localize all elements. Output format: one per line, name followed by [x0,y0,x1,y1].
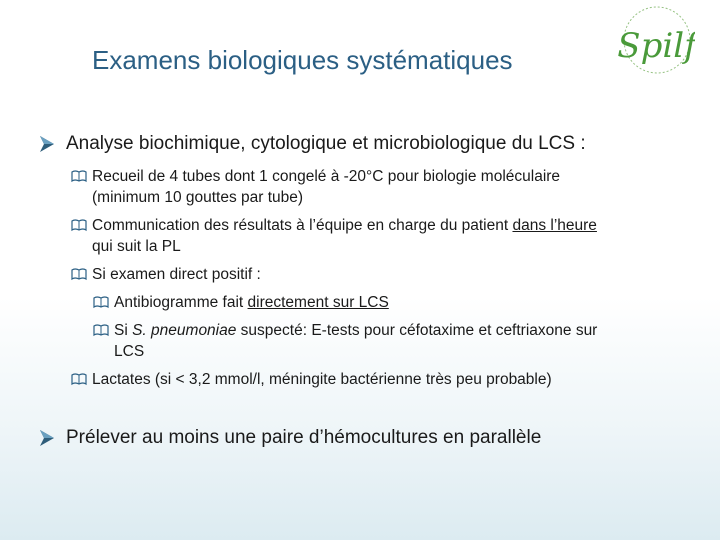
bullet-text: Prélever au moins une paire d’hémocultures en parallèle [66,427,542,448]
antibiogramme-text: Antibiogramme fait [114,294,248,311]
pneumoniae-italic: S. pneumoniae [132,322,237,339]
arrow-bullet-icon [36,133,58,155]
logo-text: Spilf [617,26,695,66]
arrow-bullet-icon [36,427,58,449]
communication-text: Communication des résultats à l’équipe en charge du patient [92,217,513,234]
sub-sub-bullet-pneumoniae [93,320,693,362]
pneumoniae-pre: Si [114,322,133,339]
antibiogramme-underlined: directement sur LCS [247,294,389,311]
sub-bullet-communication [71,215,691,257]
book-bullet-icon [71,218,87,233]
book-bullet-icon [71,372,87,387]
recueil-line1: Recueil de 4 tubes dont 1 congelé à -20°C pour biologie moléculaire [92,168,561,185]
recueil-line2: (minimum 10 gouttes par tube) [92,189,304,206]
examen-direct-text: Si examen direct positif : [92,266,261,283]
sub-bullet-examen-direct [71,264,691,285]
pneumoniae-post: suspecté: E-tests pour céfotaxime et ceftriaxone sur [236,322,598,339]
book-bullet-icon [93,295,109,310]
lactates-text: Lactates (si < 3,2 mmol/l, méningite bactérienne très peu probable) [92,371,552,388]
book-bullet-icon [71,267,87,282]
book-bullet-icon [71,169,87,184]
sub-sub-bullet-antibiogramme [93,292,693,313]
communication-line2: qui suit la PL [92,238,181,255]
slide-title: Examens biologiques systématiques [92,45,513,75]
communication-underlined: dans l’heure [512,217,597,234]
sub-bullet-recueil [71,166,691,208]
bullet-text: Analyse biochimique, cytologique et microbiologique du LCS : [66,133,586,154]
spilf-logo [617,0,695,82]
pneumoniae-line2: LCS [114,343,145,360]
sub-bullet-lactates [71,369,691,390]
book-bullet-icon [93,323,109,338]
